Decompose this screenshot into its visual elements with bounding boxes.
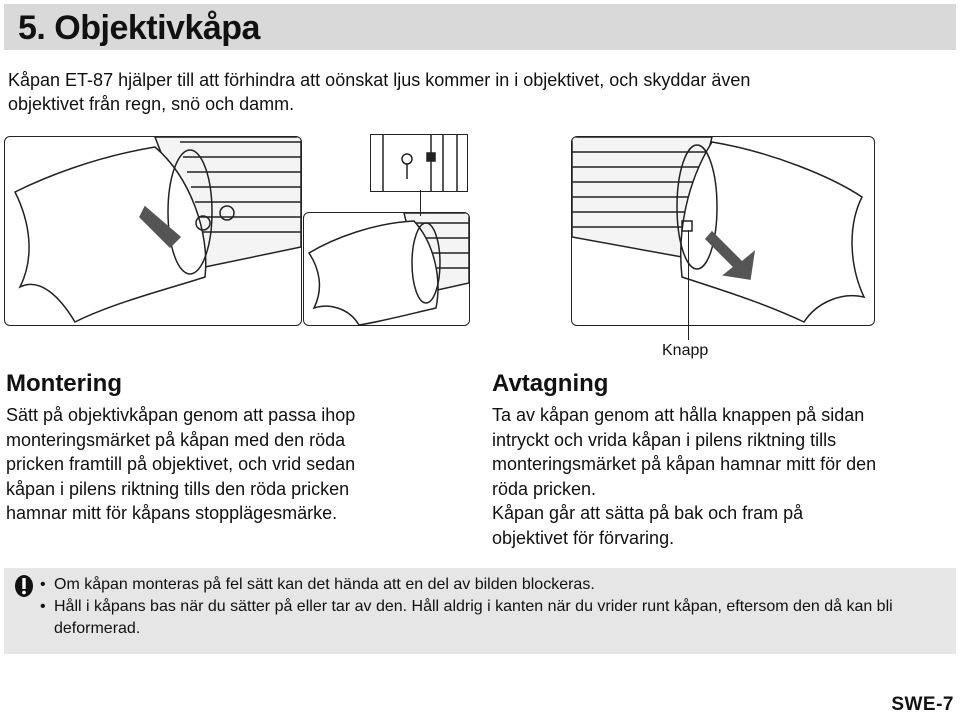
page-number: SWE-7: [891, 694, 954, 715]
avtagning-heading: Avtagning: [492, 370, 609, 397]
caution-item: • Om kåpan monteras på fel sätt kan det hända att en del av bilden blockeras.: [40, 576, 595, 593]
avtagning-line: röda pricken.: [492, 478, 597, 499]
hood-detail-illustration: [303, 212, 470, 326]
intro-line: Kåpan ET-87 hjälper till att förhindra att oönskat ljus kommer in i objektivet, och skyddar även: [8, 70, 751, 90]
avtagning-text: [492, 403, 954, 550]
removal-illustration: [571, 136, 875, 326]
montering-heading: Montering: [6, 370, 122, 397]
caution-list: [28, 574, 948, 640]
alignment-mark-inset: [370, 134, 468, 192]
avtagning-line: intryckt och vrida kåpan i pilens riktning tills: [492, 429, 837, 450]
montering-text: [6, 403, 446, 526]
button-callout-line: [688, 230, 689, 340]
avtagning-line: monteringsmärket på kåpan hamnar mitt för den: [492, 454, 877, 474]
montering-line: monteringsmärket på kåpan med den röda: [6, 429, 346, 450]
intro-line: objektivet från regn, snö och damm.: [8, 94, 295, 114]
montering-line: hamnar mitt för kåpans stopplägesmärke.: [6, 503, 338, 523]
montering-line: pricken framtill på objektivet, och vrid sedan: [6, 454, 356, 474]
avtagning-line: Ta av kåpan genom att hålla knappen på sidan: [492, 405, 865, 425]
page-title: 5. Objektivkåpa: [18, 9, 260, 47]
montering-line: Sätt på objektivkåpan genom att passa ihop: [6, 405, 356, 425]
avtagning-line: objektivet för förvaring.: [492, 527, 675, 548]
caution-note-box: [4, 568, 956, 654]
title-bar: [4, 4, 956, 50]
button-callout-label: Knapp: [662, 342, 709, 359]
mounting-illustration: [4, 136, 302, 326]
caution-item: • Håll i kåpans bas när du sätter på eller tar av den. Håll aldrig i kanten när du vrider runt kåpan, eftersom den då kan bli deformerad.: [40, 598, 893, 637]
intro-paragraph: [8, 68, 948, 116]
avtagning-line: Kåpan går att sätta på bak och fram på: [492, 503, 804, 523]
montering-line: kåpan i pilens riktning tills den röda pricken: [6, 478, 350, 499]
inset-callout-line: [420, 190, 421, 216]
